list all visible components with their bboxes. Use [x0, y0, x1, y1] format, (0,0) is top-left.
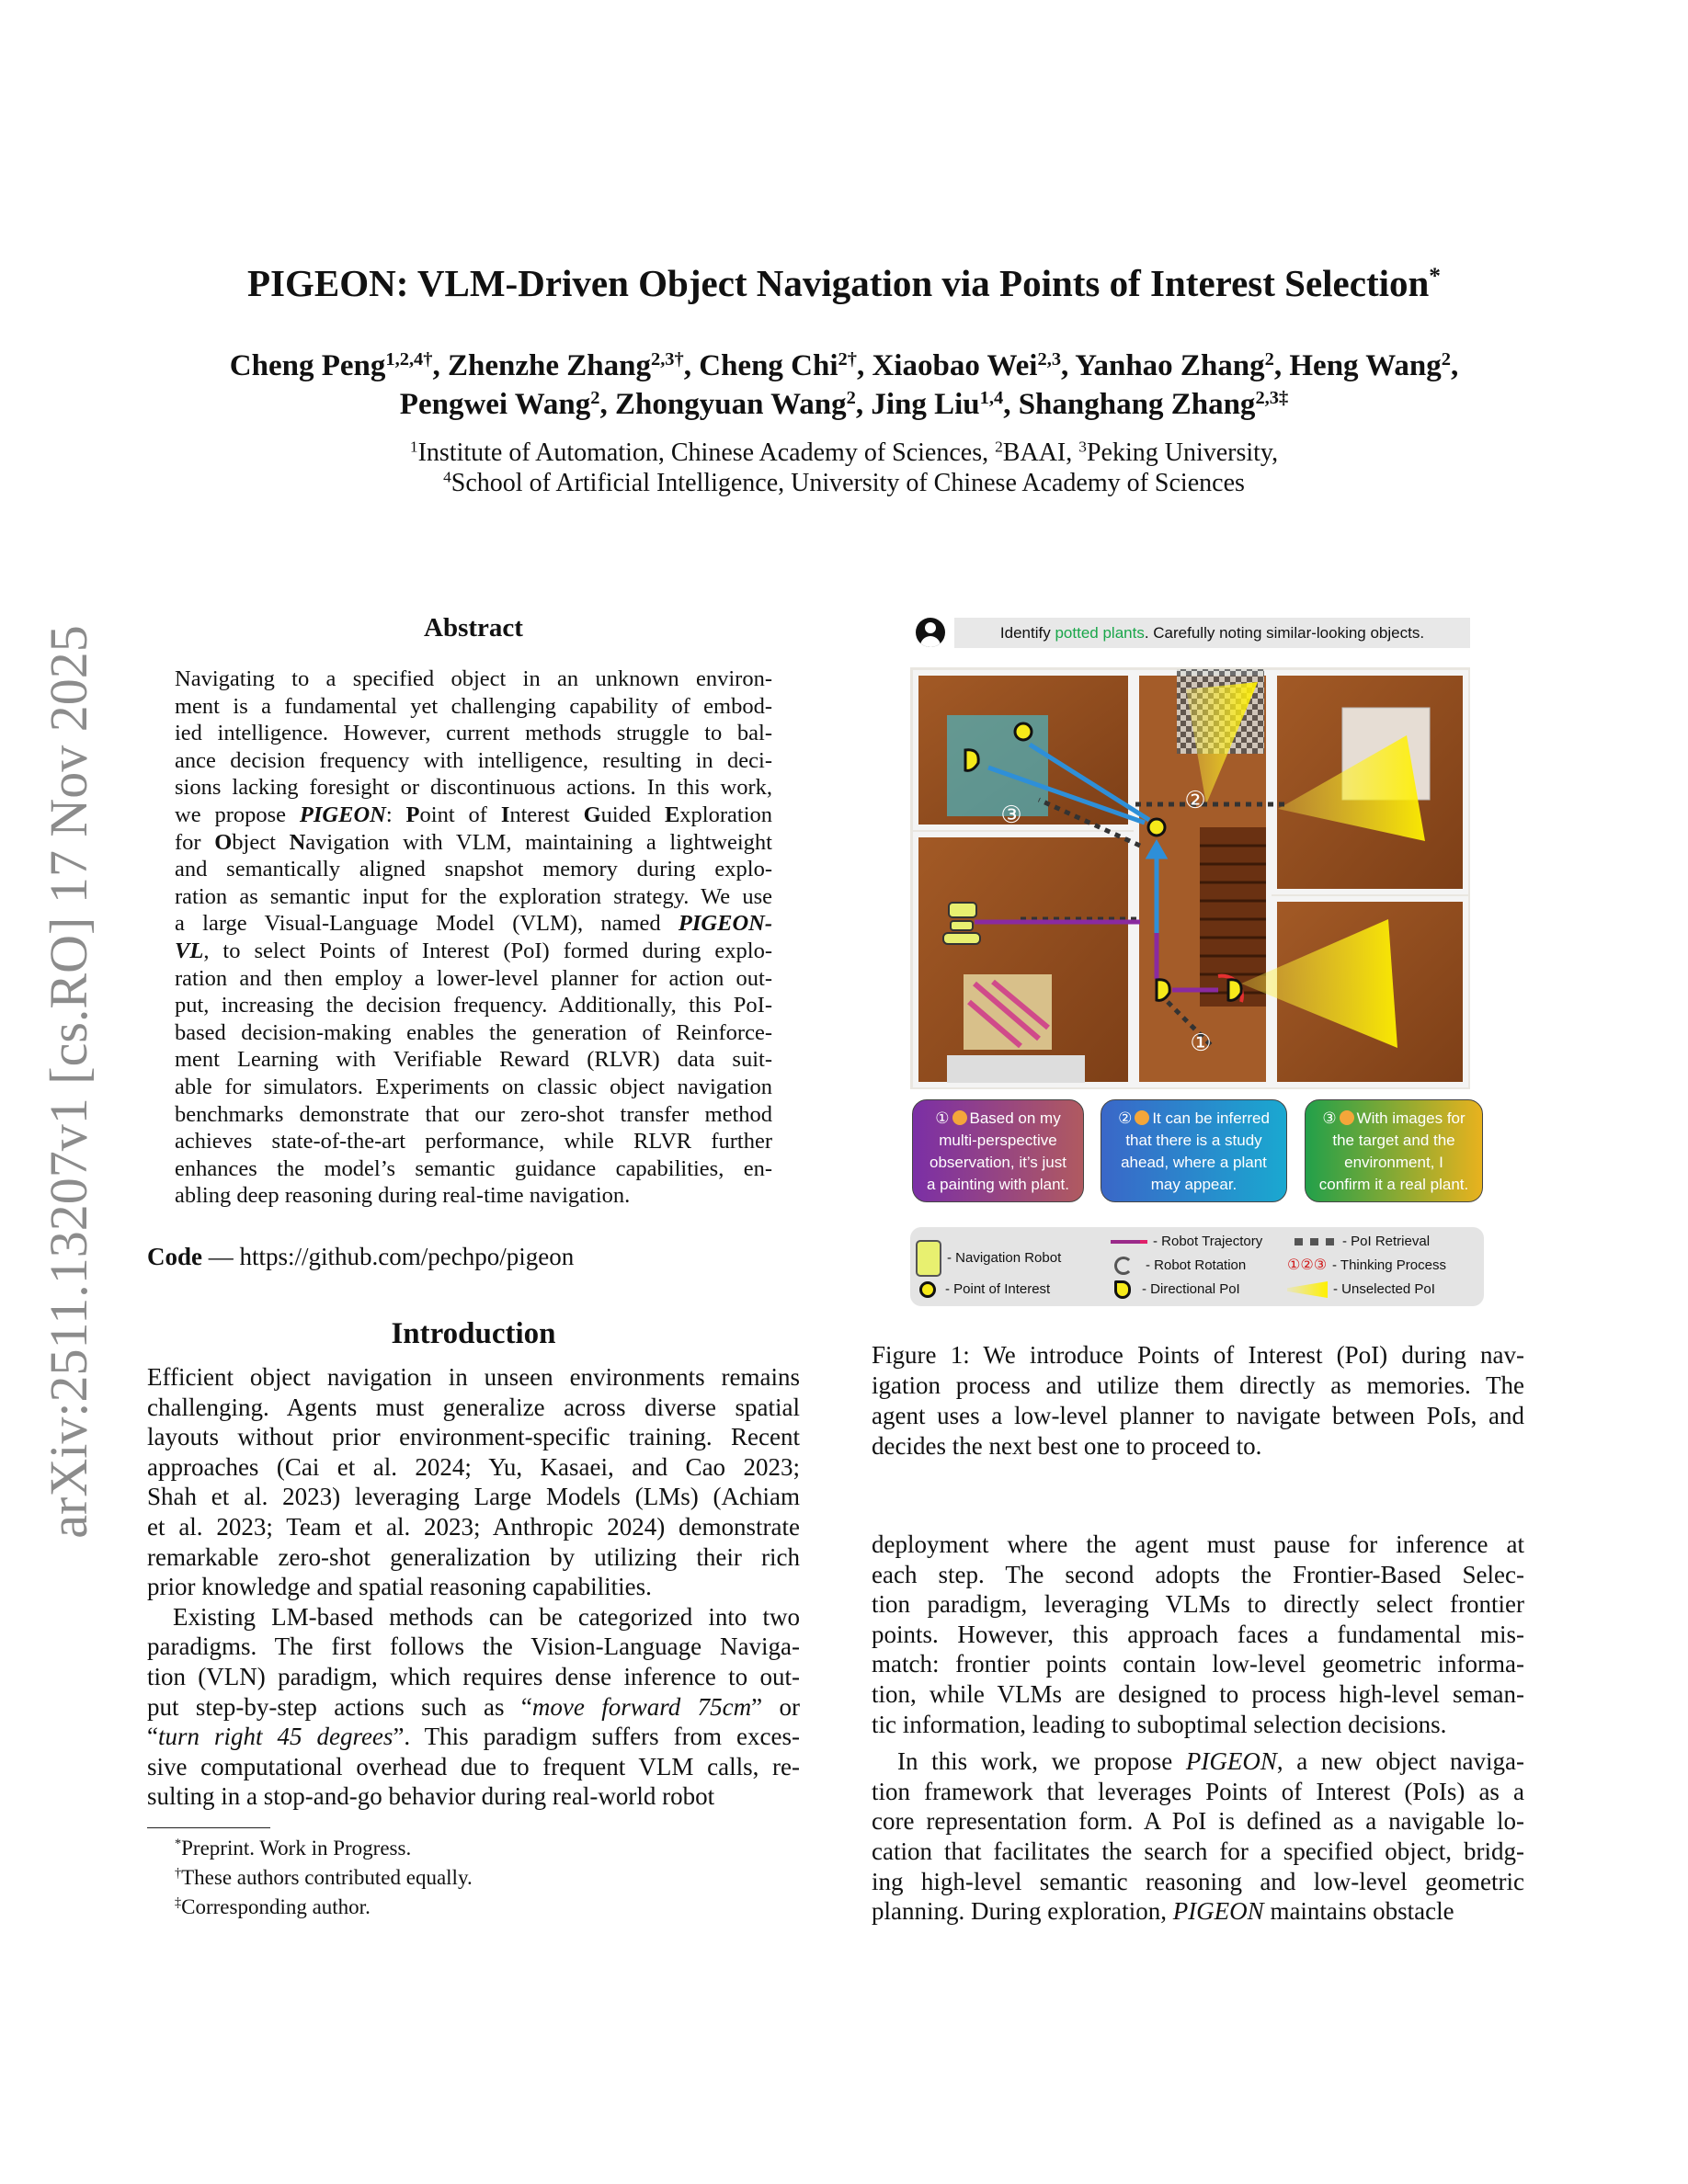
text-segment: ing high-level semantic reasoning and low-level geometric — [872, 1867, 1524, 1895]
text-line — [872, 1340, 1524, 1371]
text-line — [175, 883, 772, 911]
paragraph — [872, 1340, 1524, 1462]
text-segment: , to select Points of Interest (PoI) formed during explo- — [203, 938, 772, 963]
text-segment: agent uses a low-level planner to navigate between PoIs, and — [872, 1402, 1524, 1429]
abstract-heading: Abstract — [424, 613, 523, 643]
thought-text: environment, I — [1344, 1154, 1443, 1171]
text-segment: tic information, leading to suboptimal selection decisions. — [872, 1710, 1447, 1738]
text-line — [175, 802, 772, 829]
directional-poi-marker — [1228, 980, 1241, 1001]
text-segment: In this work, we propose — [897, 1747, 1186, 1776]
text-line — [147, 1781, 800, 1812]
cyan-area — [947, 715, 1048, 816]
text-segment: . Carefully noting similar-looking objects. — [1144, 624, 1425, 642]
text-segment: Code — [147, 1243, 202, 1270]
thought-text: a painting with plant. — [927, 1176, 1069, 1193]
text-segment: VL — [175, 938, 204, 963]
step-number: ② — [1118, 1109, 1133, 1127]
text-line — [872, 1806, 1524, 1837]
text-segment: approaches (Cai et al. 2024; Yu, Kasaei, and Cao 2023; — [147, 1452, 800, 1481]
code-link[interactable] — [147, 1243, 800, 1271]
text-segment: abling deep reasoning during real-time navigation. — [175, 1183, 631, 1209]
text-segment: Figure 1: We introduce Points of Interest (PoI) during nav- — [872, 1341, 1524, 1369]
text-segment: cation that facilitates the search for a specified object, bridg- — [872, 1837, 1524, 1865]
legend-label: - Robot Trajectory — [1153, 1234, 1263, 1249]
text-segment: 2,3 — [1037, 348, 1062, 370]
text-segment: These authors contributed equally. — [181, 1866, 473, 1889]
text-segment: , a new object naviga- — [1276, 1747, 1524, 1776]
text-segment: et al. 2023; Team et al. 2023; Anthropic 2024) demonstrate — [147, 1512, 800, 1541]
text-segment: , Yanhao Zhang — [1061, 349, 1265, 382]
text-segment: 2,3‡ — [1255, 387, 1289, 408]
thinking-face-emoji-icon — [1135, 1110, 1149, 1125]
legend-item — [1287, 1257, 1446, 1275]
text-segment: for — [175, 829, 215, 855]
text-line — [175, 1128, 772, 1155]
text-line — [872, 1746, 1524, 1777]
text-line — [147, 1632, 800, 1662]
paper-title — [0, 261, 1688, 305]
text-segment: 1 — [409, 438, 418, 456]
text-segment: Cheng Peng — [229, 349, 386, 382]
text-segment: benchmarks demonstrate that our zero-shot transfer method — [175, 1101, 772, 1127]
text-segment: nterest — [509, 802, 584, 827]
text-segment: 2 — [590, 387, 600, 408]
legend-item — [1287, 1280, 1435, 1299]
text-segment: ”. This paradigm suffers from exces- — [393, 1723, 800, 1751]
text-segment: — https://github.com/pechpo/pigeon — [202, 1243, 575, 1270]
text-segment: Peking University, — [1086, 438, 1279, 467]
text-segment: 3 — [1078, 438, 1087, 456]
text-segment: , Zhenzhe Zhang — [432, 349, 651, 382]
text-segment: PIGEON- — [678, 911, 772, 937]
text-segment: ment is a fundamental yet challenging capability of embod- — [175, 693, 772, 719]
legend-label: - PoI Retrieval — [1342, 1234, 1431, 1249]
map-step-3-label: ③ — [1000, 802, 1022, 829]
text-segment: 2† — [838, 348, 857, 370]
text-line — [175, 665, 772, 693]
text-segment: , Zhongyuan Wang — [599, 388, 847, 421]
thought-box-2 — [1101, 1099, 1287, 1202]
legend-label: - Robot Rotation — [1146, 1257, 1247, 1273]
text-line — [147, 1243, 800, 1271]
text-line — [175, 1893, 800, 1922]
text-segment: , Cheng Chi — [683, 349, 838, 382]
text-line — [872, 1589, 1524, 1620]
legend-item — [1111, 1233, 1262, 1251]
text-segment: 2 — [846, 387, 856, 408]
text-segment: Preprint. Work in Progress. — [181, 1837, 412, 1860]
text-segment: , — [1450, 349, 1459, 382]
text-segment: paradigms. The first follows the Vision-Language Naviga- — [147, 1632, 800, 1661]
point-of-interest-icon — [919, 1281, 936, 1298]
legend-label: - Point of Interest — [945, 1281, 1051, 1297]
floor-plan-map — [910, 616, 1484, 1094]
thought-box-1 — [912, 1099, 1084, 1202]
paragraph — [147, 1602, 800, 1812]
paragraph — [872, 1746, 1524, 1927]
text-line — [872, 1867, 1524, 1897]
text-segment: able for simulators. Experiments on classic object navigation — [175, 1074, 772, 1099]
text-segment: sulting in a stop-and-go behavior during real-world robot — [147, 1782, 715, 1811]
text-segment: , Heng Wang — [1273, 349, 1442, 382]
text-segment: avigation with VLM, maintaining a lightweight — [305, 829, 772, 855]
text-line — [147, 1482, 800, 1512]
text-line — [175, 992, 772, 1019]
text-line — [872, 1530, 1524, 1560]
step-number: ① — [935, 1109, 950, 1127]
text-line — [0, 438, 1688, 468]
text-segment: challenging. Agents must generalize across diverse spatial — [147, 1393, 800, 1421]
text-line — [872, 1371, 1524, 1401]
text-line — [872, 1679, 1524, 1710]
legend-label: - Directional PoI — [1142, 1281, 1240, 1297]
text-segment: PIGEON — [299, 802, 386, 827]
text-segment: Navigating to a specified object in an unknown environ- — [175, 666, 772, 691]
paragraph — [872, 1530, 1524, 1739]
text-line — [0, 261, 1688, 305]
legend-item — [1295, 1233, 1430, 1251]
text-line — [175, 856, 772, 883]
text-segment: a large Visual-Language Model (VLM), named — [175, 911, 679, 937]
text-segment: enhances the model’s semantic guidance capabilities, en- — [175, 1155, 772, 1181]
text-segment: decides the next best one to proceed to. — [872, 1432, 1262, 1460]
text-line — [175, 829, 772, 857]
text-segment: I — [500, 802, 510, 827]
arxiv-identifier-stamp: arXiv:2511.13207v1 [cs.RO] 17 Nov 2025 — [39, 625, 98, 1539]
text-segment: O — [214, 829, 233, 855]
map-step-1-label: ① — [1190, 1029, 1212, 1057]
thought-text: multi-perspective — [939, 1132, 1057, 1149]
step-number: ③ — [1322, 1109, 1337, 1127]
text-line — [872, 1777, 1524, 1807]
text-line — [175, 720, 772, 747]
point-of-interest-marker — [1015, 723, 1032, 740]
text-segment: † — [175, 1866, 182, 1882]
text-line — [175, 910, 772, 938]
text-segment: maintains obstacle — [1263, 1897, 1454, 1926]
text-line — [147, 1362, 800, 1393]
text-segment: turn right 45 degrees — [157, 1723, 393, 1751]
text-line — [872, 1401, 1524, 1431]
text-segment: 2 — [1441, 348, 1451, 370]
text-segment: Identify — [999, 624, 1055, 642]
text-segment: ance decision frequency with intelligence, resulting in deci- — [175, 747, 772, 773]
navigation-robot-icon — [916, 1240, 941, 1277]
text-line — [872, 1560, 1524, 1590]
text-segment: , Jing Liu — [855, 388, 980, 421]
legend-label: - Unselected PoI — [1333, 1281, 1435, 1297]
text-line — [872, 1620, 1524, 1650]
text-segment: we propose — [175, 802, 300, 827]
text-segment: tion, while VLMs are designed to process high-level seman- — [872, 1679, 1524, 1708]
directional-poi-icon — [1114, 1280, 1131, 1299]
text-line — [872, 1837, 1524, 1867]
text-segment: E — [664, 802, 680, 827]
text-line — [175, 1155, 772, 1183]
text-segment: Institute of Automation, Chinese Academy of Sciences, — [417, 438, 996, 467]
thought-text: It can be inferred — [1152, 1109, 1270, 1127]
text-line — [175, 747, 772, 775]
legend-item — [1114, 1280, 1240, 1299]
footnote-divider — [147, 1827, 270, 1828]
introduction-right-column — [872, 1530, 1524, 1927]
affiliations — [0, 438, 1688, 498]
text-segment: tion framework that leverages Points of Interest (PoIs) as a — [872, 1777, 1524, 1805]
thinking-process-numbers-icon: ①②③ — [1287, 1257, 1328, 1274]
footnotes — [175, 1834, 800, 1922]
thought-text: observation, it’s just — [930, 1154, 1066, 1171]
text-segment: Corresponding author. — [181, 1895, 371, 1918]
text-segment: prior knowledge and spatial reasoning capabilities. — [147, 1573, 652, 1601]
text-segment: G — [583, 802, 601, 827]
text-segment: ration as semantic input for the exploration strategy. We use — [175, 883, 772, 909]
text-segment: 2,3† — [650, 348, 684, 370]
text-segment: oint of — [419, 802, 501, 827]
abstract-body — [175, 665, 772, 1210]
text-segment: Pengwei Wang — [399, 388, 591, 421]
hugging-face-emoji-icon — [1340, 1110, 1354, 1125]
text-segment: Existing LM-based methods can be categorized into two — [173, 1602, 800, 1631]
legend-label: - Thinking Process — [1332, 1257, 1446, 1273]
paragraph — [175, 665, 772, 1210]
text-segment: PIGEON — [1172, 1897, 1264, 1926]
text-line — [0, 347, 1688, 385]
text-line — [175, 1101, 772, 1129]
figure-caption — [872, 1340, 1524, 1462]
thought-text: that there is a study — [1125, 1132, 1262, 1149]
text-segment: PIGEON: VLM-Driven Object Navigation via Points of Interest Selection — [247, 262, 1430, 304]
text-segment: xploration — [679, 802, 773, 827]
figure-1 — [910, 616, 1484, 1307]
text-segment: put, increasing the decision frequency. Additionally, this PoI- — [175, 993, 772, 1018]
text-line — [147, 1602, 800, 1632]
text-segment: potted plants — [1055, 624, 1145, 642]
text-segment: 1,4 — [979, 387, 1004, 408]
text-line — [175, 1834, 800, 1863]
legend-item — [919, 1280, 1050, 1299]
text-segment: ‡ — [175, 1895, 182, 1911]
text-segment: N — [289, 829, 306, 855]
thought-text: With images for — [1356, 1109, 1466, 1127]
thought-text: confirm it a real plant. — [1318, 1176, 1469, 1193]
text-line — [175, 1074, 772, 1101]
text-line — [872, 1649, 1524, 1679]
text-line — [175, 965, 772, 993]
text-segment: points. However, this approach faces a fundamental mis- — [872, 1620, 1524, 1648]
text-line — [0, 468, 1688, 498]
text-segment: bject — [232, 829, 290, 855]
unselected-poi-icon — [1287, 1281, 1328, 1298]
text-segment: put step-by-step actions such as “ — [147, 1692, 532, 1721]
text-segment: tion paradigm, leveraging VLMs to directly select frontier — [872, 1590, 1524, 1619]
text-line — [175, 938, 772, 965]
map-step-2-label: ② — [1184, 787, 1206, 814]
text-segment: PIGEON — [1185, 1747, 1277, 1776]
text-line — [147, 1662, 800, 1692]
text-line — [147, 1692, 800, 1723]
text-segment: remarkable zero-shot generalization by utilizing their rich — [147, 1542, 800, 1571]
directional-poi-marker — [1157, 980, 1169, 1001]
thought-text: ahead, where a plant — [1121, 1154, 1267, 1171]
text-segment: “ — [147, 1723, 158, 1751]
furniture-bottom — [947, 1055, 1085, 1083]
text-line — [147, 1752, 800, 1782]
legend-label: - Navigation Robot — [947, 1250, 1062, 1266]
point-of-interest-marker — [1148, 819, 1165, 836]
text-line — [147, 1572, 800, 1602]
text-line — [872, 1710, 1524, 1740]
text-segment: School of Artificial Intelligence, University of Chinese Academy of Sciences — [451, 469, 1245, 497]
text-segment: * — [1429, 263, 1441, 290]
text-segment: igation process and utilize them directly as memories. The — [872, 1371, 1524, 1399]
text-segment: achieves state-of-the-art performance, while RLVR further — [175, 1129, 772, 1155]
text-segment: : — [385, 802, 406, 827]
text-line — [175, 693, 772, 721]
thought-text: the target and the — [1332, 1132, 1455, 1149]
text-segment: tion (VLN) paradigm, which requires dense inference to out- — [147, 1662, 800, 1690]
text-segment: , Shanghang Zhang — [1003, 388, 1256, 421]
text-segment: ration and then employ a lower-level planner for action out- — [175, 965, 772, 991]
text-segment: 1,2,4† — [385, 348, 433, 370]
text-line — [872, 1431, 1524, 1462]
text-segment: sions lacking foresight or discontinuous actions. In this work, — [175, 775, 772, 801]
author-list — [0, 347, 1688, 424]
text-segment: ied intelligence. However, current methods struggle to bal- — [175, 721, 772, 746]
text-segment: planning. During exploration, — [872, 1897, 1173, 1926]
text-line — [175, 1863, 800, 1893]
text-line — [0, 385, 1688, 424]
text-segment: ” or — [751, 1692, 800, 1721]
text-segment: Shah et al. 2023) leveraging Large Models (LMs) (Achiam — [147, 1483, 800, 1511]
text-segment: BAAI, — [1002, 438, 1079, 467]
text-line — [175, 1182, 772, 1210]
text-segment: match: frontier points contain low-level geometric informa- — [872, 1650, 1524, 1678]
text-segment: based decision-making enables the generation of Reinforce- — [175, 1019, 772, 1045]
tired-face-emoji-icon — [952, 1110, 967, 1125]
text-segment: and semantically aligned snapshot memory during explo- — [175, 857, 772, 882]
text-segment: move forward 75cm — [531, 1692, 752, 1721]
poi-retrieval-squares-icon — [1295, 1238, 1337, 1246]
text-segment: 2 — [1264, 348, 1274, 370]
text-line — [147, 1542, 800, 1573]
text-line — [147, 1722, 800, 1752]
introduction-left-column — [147, 1362, 800, 1812]
thought-text: Based on my — [969, 1109, 1061, 1127]
text-line — [175, 1046, 772, 1074]
text-segment: Efficient object navigation in unseen environments remains — [147, 1363, 800, 1391]
text-segment: core representation form. A PoI is defined as a navigable lo- — [872, 1807, 1524, 1836]
text-line — [147, 1452, 800, 1483]
figure-legend — [910, 1227, 1484, 1306]
text-segment: layouts without prior environment-specific training. Recent — [147, 1423, 800, 1451]
text-segment: , Xiaobao Wei — [856, 349, 1038, 382]
text-line — [175, 774, 772, 802]
text-segment: deployment where the agent must pause for inference at — [872, 1530, 1524, 1558]
text-segment: 4 — [443, 468, 451, 486]
text-line — [175, 1019, 772, 1047]
legend-item — [916, 1240, 1061, 1277]
robot-rotation-icon — [1114, 1257, 1133, 1275]
text-line — [147, 1393, 800, 1423]
text-segment: ment Learning with Verifiable Reward (RLVR) data suit- — [175, 1047, 772, 1073]
paragraph — [147, 1362, 800, 1602]
thought-text: may appear. — [1150, 1176, 1237, 1193]
thought-box-3 — [1305, 1099, 1483, 1202]
directional-poi-marker — [965, 750, 978, 771]
text-segment: uided — [600, 802, 665, 827]
text-line — [147, 1512, 800, 1542]
text-segment: each step. The second adopts the Frontier-Based Selec- — [872, 1560, 1524, 1588]
text-segment: * — [175, 1837, 182, 1852]
text-segment: 2 — [995, 438, 1003, 456]
text-segment: P — [405, 802, 420, 827]
legend-item — [1114, 1257, 1246, 1275]
text-line — [147, 1422, 800, 1452]
text-line — [872, 1896, 1524, 1927]
text-segment: sive computational overhead due to frequent VLM calls, re- — [147, 1752, 800, 1780]
robot-trajectory-arrow-icon — [1111, 1240, 1147, 1244]
introduction-heading: Introduction — [391, 1317, 556, 1350]
